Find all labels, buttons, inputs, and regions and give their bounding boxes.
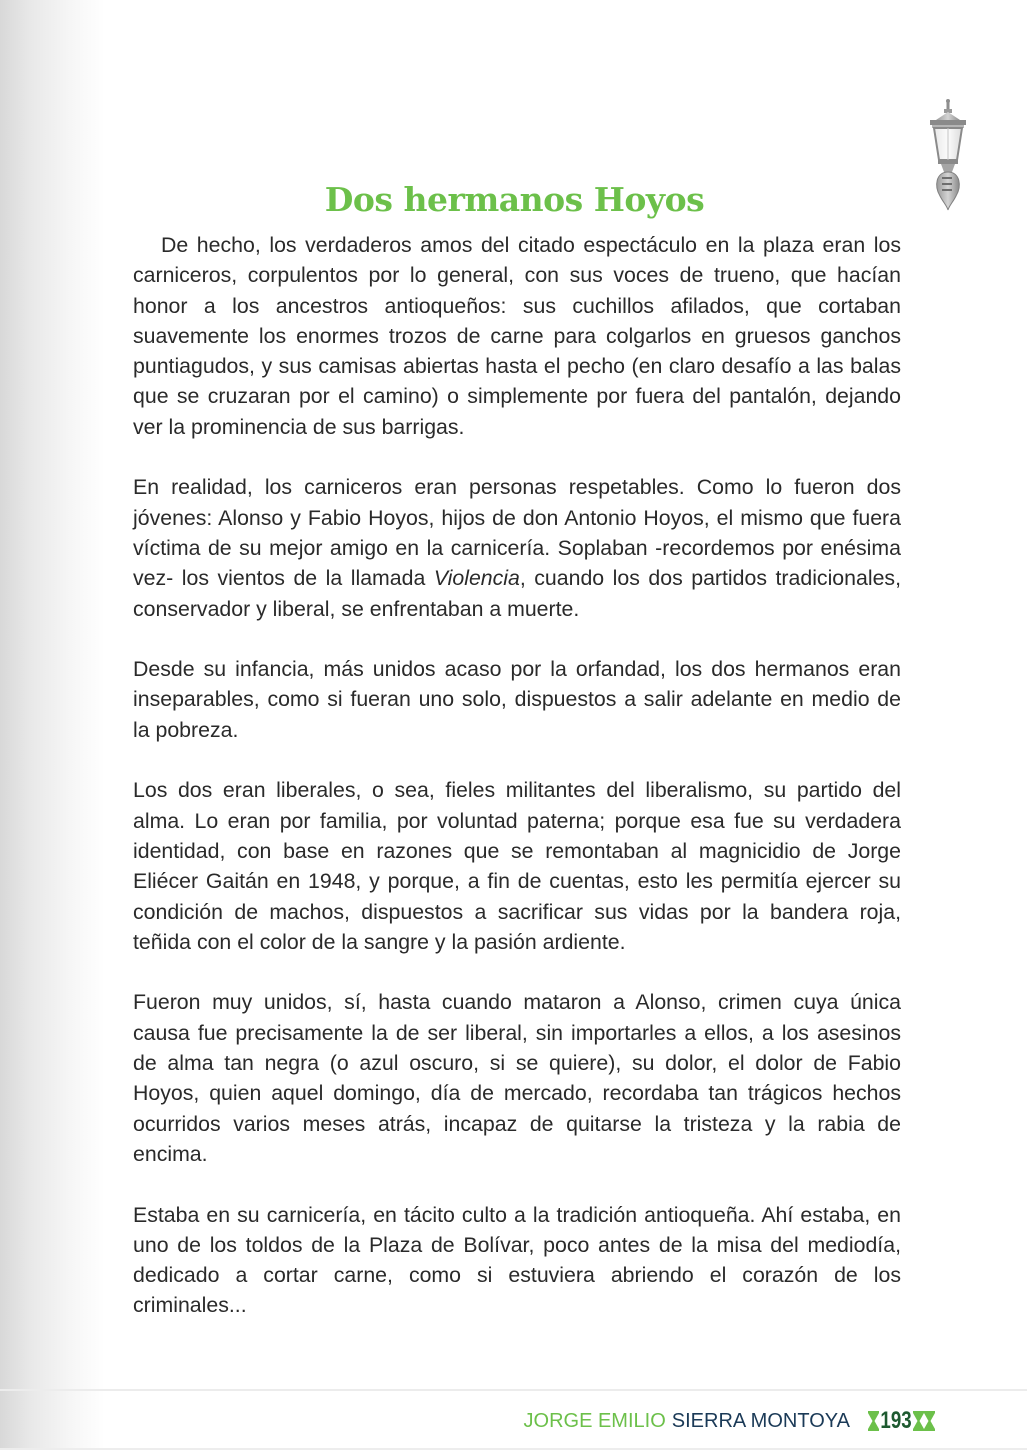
hourglass-icon xyxy=(913,1411,924,1431)
paragraph-2-text-b: , cuando los dos partidos tradicionales, conservador y liberal, se enfrentaban a muerte. xyxy=(133,566,901,621)
paragraph-5: Fueron muy unidos, sí, hasta cuando mataron a Alonso, crimen cuya única causa fue precisamente la de ser liberal, sin importarles a ellos, a los asesinos de alma tan negra (o azul oscuro, si se quiere), su dolor, el dolor de Fabio Hoyos, quien aquel domingo, día de mercado, recordaba tan trágicos hechos ocurridos varios meses atrás, incapaz de quitarse la tristeza y la rabia de encima. xyxy=(133,990,901,1166)
paragraph-1: De hecho, los verdaderos amos del citado espectáculo en la plaza eran los carniceros, corpulentos por lo general, con sus voces de trueno, que hacían honor a los ancestros antioqueños: sus cuchillos afilados, que cortaban suavemente los enormes trozos de carne para colgarlos en gruesos ganchos puntiagudos, y sus camisas abiertas hasta el pecho (en claro desafío a las balas que se cruzaran por el camino) o simplemente por fuera del pantalón, dejando ver la prominencia de sus barrigas. xyxy=(133,233,901,439)
paragraph-3: Desde su infancia, más unidos acaso por la orfandad, los dos hermanos eran inseparables, como si fueran uno solo, dispuestos a salir adelante en medio de la pobreza. xyxy=(133,657,901,742)
paragraph-6: Estaba en su carnicería, en tácito culto a la tradición antioqueña. Ahí estaba, en uno de los toldos de la Plaza de Bolívar, poco antes de la misa del mediodía, dedicado a cortar carne, como si estuviera abriendo el corazón de los criminales... xyxy=(133,1202,901,1318)
author-first-name: JORGE EMILIO xyxy=(523,1409,666,1432)
page-footer xyxy=(524,1406,935,1436)
paragraph-4: Los dos eran liberales, o sea, fieles militantes del liberalismo, su partido del alma. Lo eran por familia, por voluntad paterna; porque esa fue su verdadera identidad, con base en razones que se remontaban al magnicidio de Jorge Eliécer Gaitán en 1948, y porque, a fin de cuentas, esto les permitía ejercer su condición de machos, dispuestos a sacrificar sus vidas por la bandera roja, teñida con el color de la sangre y la pasión ardiente. xyxy=(133,778,901,954)
hourglass-icon xyxy=(924,1411,935,1431)
page-number: 193 xyxy=(880,1407,912,1434)
footer-divider xyxy=(0,1389,1027,1391)
author-last-name: SIERRA MONTOYA xyxy=(671,1409,850,1432)
hourglass-icon xyxy=(868,1411,879,1431)
chapter-title-text: Dos hermanos Hoyos xyxy=(324,180,705,220)
chapter-title xyxy=(0,180,1027,219)
body-text xyxy=(133,230,901,1351)
paragraph-2-text-a: En realidad, los carniceros eran personas respetables. Como lo fueron dos jóvenes: Alonso y Fabio Hoyos, hijos de don Antonio Hoyos, el mismo que fuera víctima de su mejor amigo en la carnicería. Soplaban -recordemos por enésima vez- los vientos de la llamada xyxy=(133,475,901,591)
paragraph-2-italic: Violencia xyxy=(433,566,520,591)
page-number-block xyxy=(868,1407,935,1435)
paragraph-2 xyxy=(133,472,901,623)
